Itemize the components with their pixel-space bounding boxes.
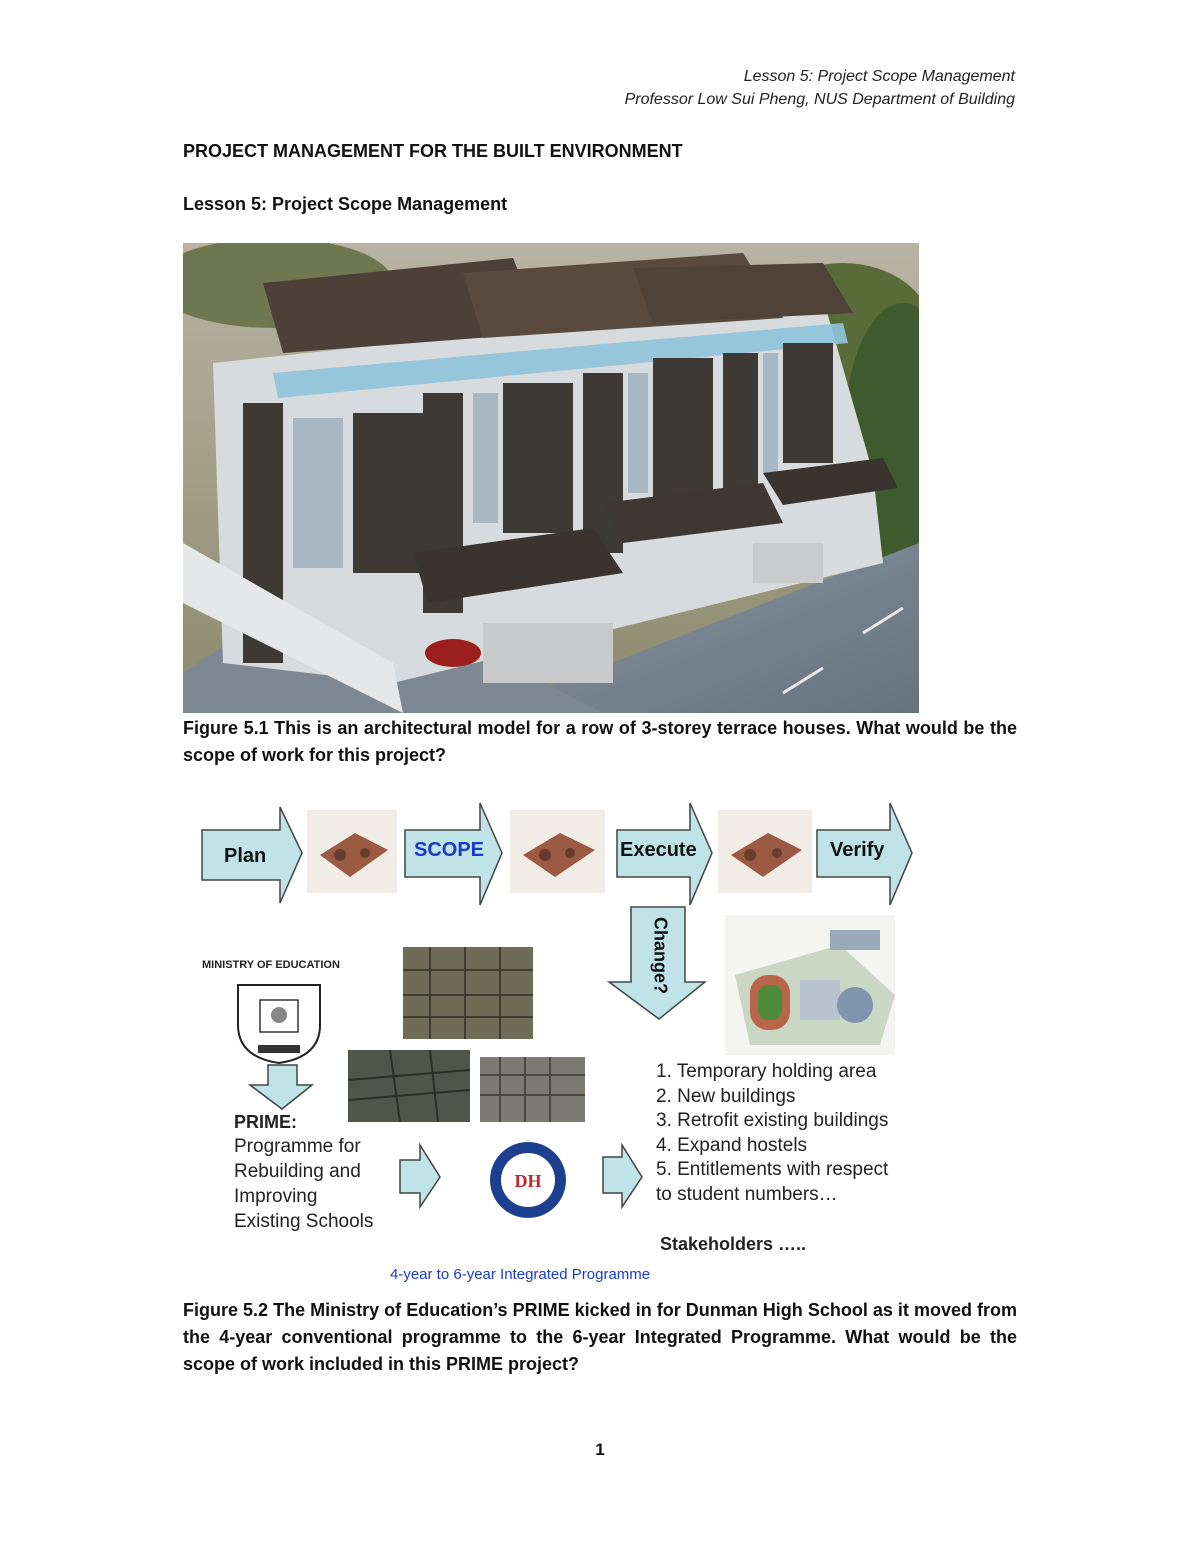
school-site-plan [725,915,895,1055]
plan-label: Plan [224,845,267,867]
list-item: 2. New buildings [656,1085,796,1107]
prime-line-3: Improving [234,1186,318,1207]
verify-label: Verify [830,839,885,861]
running-header-lesson: Lesson 5: Project Scope Management [743,68,1015,85]
construction-photos [348,947,585,1122]
figure-5-2-caption: Figure 5.2 The Ministry of Education’s PRIME kicked in for Dunman High School as it moved from the 4-year conventional programme to the 6-year Integrated Programme. What would be the scope of work included in this PRIME project? [183,1300,1017,1374]
list-item: 4. Expand hostels [656,1134,808,1156]
list-item: 3. Retrofit existing buildings [656,1110,889,1131]
school-right-arrow-shape [603,1145,642,1207]
figure-5-1-caption: Figure 5.1 This is an architectural model for a row of 3-storey terrace houses. What would be the scope of work for this project? [183,718,1017,765]
prime-right-arrow-shape [400,1145,440,1207]
dunman-high-school-logo [490,1142,566,1218]
moe-crest [238,985,320,1063]
program-note: 4-year to 6-year Integrated Programme [390,1266,651,1283]
model-thumbnails [307,810,812,893]
moe-down-arrow-shape [250,1065,312,1109]
prime-line-2: Rebuilding and [234,1161,361,1182]
list-item: 1. Temporary holding area [656,1061,877,1082]
change-label: Change? [650,916,671,994]
terrace-houses-render [183,243,919,713]
execute-label: Execute [620,839,697,861]
stakeholders-label: Stakeholders ….. [660,1234,807,1254]
list-item: to student numbers… [656,1183,838,1205]
running-header-author: Professor Low Sui Pheng, NUS Department of Building [624,91,1015,108]
prime-title: PRIME: [234,1112,297,1132]
lesson-title: Lesson 5: Project Scope Management [183,194,508,214]
list-item: 5. Entitlements with respect [656,1159,889,1180]
ministry-label: MINISTRY OF EDUCATION [202,959,340,971]
prime-line-1: Programme for [234,1136,361,1157]
svg-text:DH: DH [514,1171,542,1191]
prime-scope-diagram [190,795,920,1290]
document-title: PROJECT MANAGEMENT FOR THE BUILT ENVIRONMENT [183,141,683,161]
prime-line-4: Existing Schools [234,1211,374,1232]
scope-list [656,1060,888,1207]
page-number: 1 [595,1440,605,1459]
scope-label: SCOPE [414,839,485,861]
